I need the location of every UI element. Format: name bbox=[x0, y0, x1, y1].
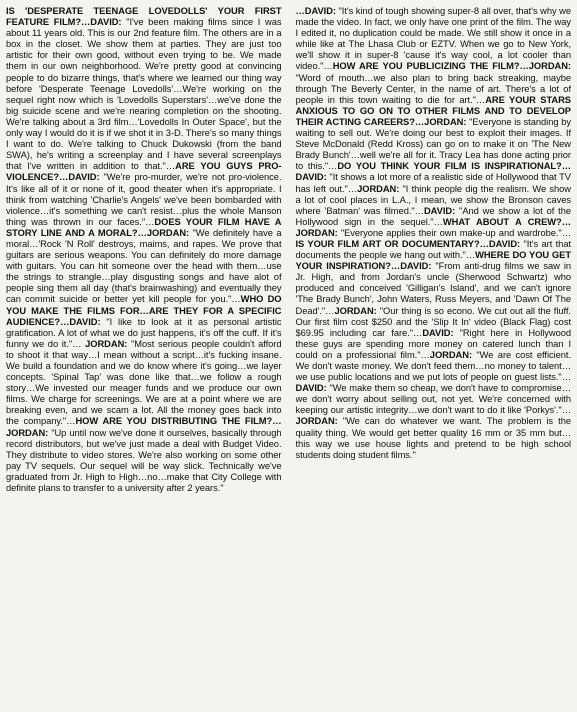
answer-text: "Most serious people couldn't afford to shoot it that way…I mean without a script…it's fucking insane. We build a foundation and we do know where it's going…we layer concepts. 'Spinal Tap' was done like that…we follow a rough story…We invested our meager funds and we produce our own films. We charge for screenings. We are at a point where we are breaking even, and we scam a lot. All the money goes back into the company."… bbox=[6, 338, 282, 427]
answer-text: "It shows a lot more of a realistic side of Hollywood that TV has left out."… bbox=[295, 172, 571, 194]
speaker-label: …DAVID: bbox=[60, 316, 107, 327]
speaker-label: …DAVID: bbox=[390, 261, 436, 272]
answer-text: "We definitely have a moral…'Rock 'N Roll' destroys, maims, and rapes. We prove that guitars are serious weapons. You can definitely do more damage with guitars. You can hit someone over the head with them…use the strings to strangle…play disgusting songs and have alot of people sing them all day (that's brainwashing) and eventually they can commit suicide or better yet kill people for you."… bbox=[6, 227, 282, 305]
question-text: WHERE DO YOU GET YOUR INSPIRATION? bbox=[295, 250, 571, 272]
answer-text: "Our thing is so econo. We cut out all the fluff. Our first film cost $250 and the 'Slip It In' video (Black Flag) cost $69.95 including car fare."… bbox=[295, 305, 571, 338]
speaker-label: …JORDAN: bbox=[295, 216, 571, 238]
answer-text: "Everyone is standing by waiting to sell out. We're doing our best to exploit their images. If Steve McDonald (Redd Kross) can go on to make it on 'The New Brady Bunch'…well we're all for it. Tracy Lea has done acting prior to this."… bbox=[295, 116, 571, 172]
speaker-label: JORDAN: bbox=[334, 305, 380, 316]
speaker-label: JORDAN: bbox=[295, 416, 343, 427]
answer-text: "Right here in Hollywood these guys are spending more money on catered lunch than I could on a professional film."… bbox=[295, 327, 571, 360]
question-text: DOES YOUR FILM HAVE A STORY LINE AND A MORAL? bbox=[6, 216, 282, 238]
question-text: WHAT ABOUT A CREW? bbox=[442, 216, 562, 227]
answer-text: "It's art that documents the people we hang out with."… bbox=[295, 238, 571, 261]
answer-text: "Everyone applies their own make-up and wardrobe."… bbox=[340, 227, 571, 238]
speaker-label: …DAVID: bbox=[59, 172, 104, 183]
answer-text: "Word of mouth…we also plan to bring back streaking, maybe through The Beverly Center, in the name of art. There's a lot of people in this town waiting to die for art."… bbox=[295, 72, 571, 105]
speaker-label: …DAVID: bbox=[81, 17, 127, 28]
speaker-label: …DAVID: bbox=[295, 6, 339, 16]
question-text: HOW ARE YOU PUBLICIZING THE FILM? bbox=[332, 61, 520, 72]
speaker-label: …JORDAN: bbox=[6, 416, 282, 438]
speaker-label: …JORDAN: bbox=[137, 227, 193, 238]
speaker-label: DAVID: bbox=[423, 205, 460, 216]
question-text: WHO DO YOU MAKE THE FILMS FOR…ARE THEY FOR A SPECIFIC AUDIENCE? bbox=[6, 294, 282, 327]
answer-text: "I think people dig the realism. We show a lot of cool places in L.A., I mean, we show the Bronson caves where 'Batman' was filmed."… bbox=[295, 183, 571, 216]
speaker-label: …JORDAN: bbox=[519, 61, 571, 72]
speaker-label: DAVID: bbox=[295, 383, 330, 394]
question-text: IS 'DESPERATE TEENAGE LOVEDOLLS' YOUR FIRST FEATURE FILM? bbox=[6, 6, 282, 28]
answer-text: "And we show a lot of the Hollywood sign in the sequel."… bbox=[295, 205, 571, 227]
speaker-label: …DAVID: bbox=[479, 238, 524, 249]
question-text: IS YOUR FILM ART OR DOCUMENTARY? bbox=[295, 238, 480, 249]
question-text: DO YOU THINK YOUR FILM IS INSPIRATIONAL? bbox=[337, 161, 562, 172]
speaker-label: JORDAN: bbox=[357, 183, 403, 194]
question-text: ARE YOUR STARS ANXIOUS TO GO ON TO OTHER FILMS AND TO DEVELOP THEIR ACTING CAREERS? bbox=[295, 94, 571, 127]
answer-text: "We can do whatever we want. The problem is the quality thing. We would get better quality 16 mm or 35 mm but…this way we use house lights and pretend to be high school students doing student films." bbox=[295, 416, 571, 460]
right-column bbox=[296, 6, 572, 708]
answer-text: "Up until now we've done it ourselves, basically through record distributors, but we've just made a deal with Budget Video. They distribute to video stores. We're also working on some other pay TV sequels. Our sequel will be way slick. Technically we've graduated from Jr. High to High…no…make that City College with definite plans to transfer to a university after 2 years." bbox=[6, 427, 282, 494]
question-text: HOW ARE YOU DISTRIBUTING THE FILM? bbox=[75, 416, 273, 427]
speaker-label: JORDAN: bbox=[429, 349, 477, 360]
speaker-label: …JORDAN: bbox=[414, 116, 470, 127]
speaker-label: JORDAN: bbox=[85, 338, 132, 349]
left-column bbox=[6, 6, 282, 708]
answer-text: "I've been making films since I was about 11 years old. This is our 2nd feature film. The others are in a box in the closet. We show them at parties. They are just too artistic for their own good, without even trying to be. We made them in our own neighborhood. We're pretty good at convincing people to do bizarre things, that's where we learned our thing way before 'Desperate Teenage Lovedolls'…We're working on the sequel right now which is 'Lovedolls Superstars'…we've done the big suicide scene and we're nearing completion on the shooting. We're talking about a 3rd film…'Lovedolls In Outer Space', but the only way I would do it is if we shot it in 3-D. There's so many things I want to do. We're talking to Chuck Dukowski (from the band SWA), he's writing a screenplay and I have several screenplays that I've written in addition to that."… bbox=[6, 17, 282, 172]
question-text: ARE YOU GUYS PRO-VIOLENCE? bbox=[6, 161, 282, 183]
answer-text: "We are cost efficient. We don't waste money. We don't feed them…no money to talent…we use public locations and we put lots of people on guest lists."… bbox=[295, 349, 571, 383]
speaker-label: DAVID: bbox=[422, 327, 460, 338]
answer-text: "From anti-drug films we saw in Jr. High, and from Jordan's uncle (Sherwood Schwartz) who produced and conceived 'Gilligan's Island', and we can't ignore 'The Brady Bunch', John Waters, Russ Meyers, and 'Dawn Of The Dead'."… bbox=[295, 261, 571, 316]
answer-text: "I like to look at it as personal artistic gratification. A lot of what we do just happens, it's off the cuff. If it's funny we do it."… bbox=[6, 316, 282, 349]
answer-text: "We're pro-murder, we're not pro-violence. It's like all of it or none of it, good theater when it's appropriate. I think from watching 'Charlie's Angels' we've been bombarded with violence…it's something we can't resist…plus the whole Manson thing was thrown in our faces."… bbox=[6, 172, 282, 227]
answer-text: "We make them so cheap, we don't have to compromise…we don't worry about selling out, not yet. We're concerned with keeping our artistic integrity…we don't want to do it like 'Porkys'."… bbox=[295, 383, 571, 416]
speaker-label: …DAVID: bbox=[295, 161, 571, 183]
answer-text: "It's kind of tough showing super-8 all over, that's why we made the video. In fact, we only have one print of the film. The way I edited it, no duplication could be made. We still show it once in a while like at The Lhasa Club or EZTV. When we go to New York, we'll show it in super-8 'cause it's way cool, a lot cooler than video."… bbox=[295, 6, 571, 72]
